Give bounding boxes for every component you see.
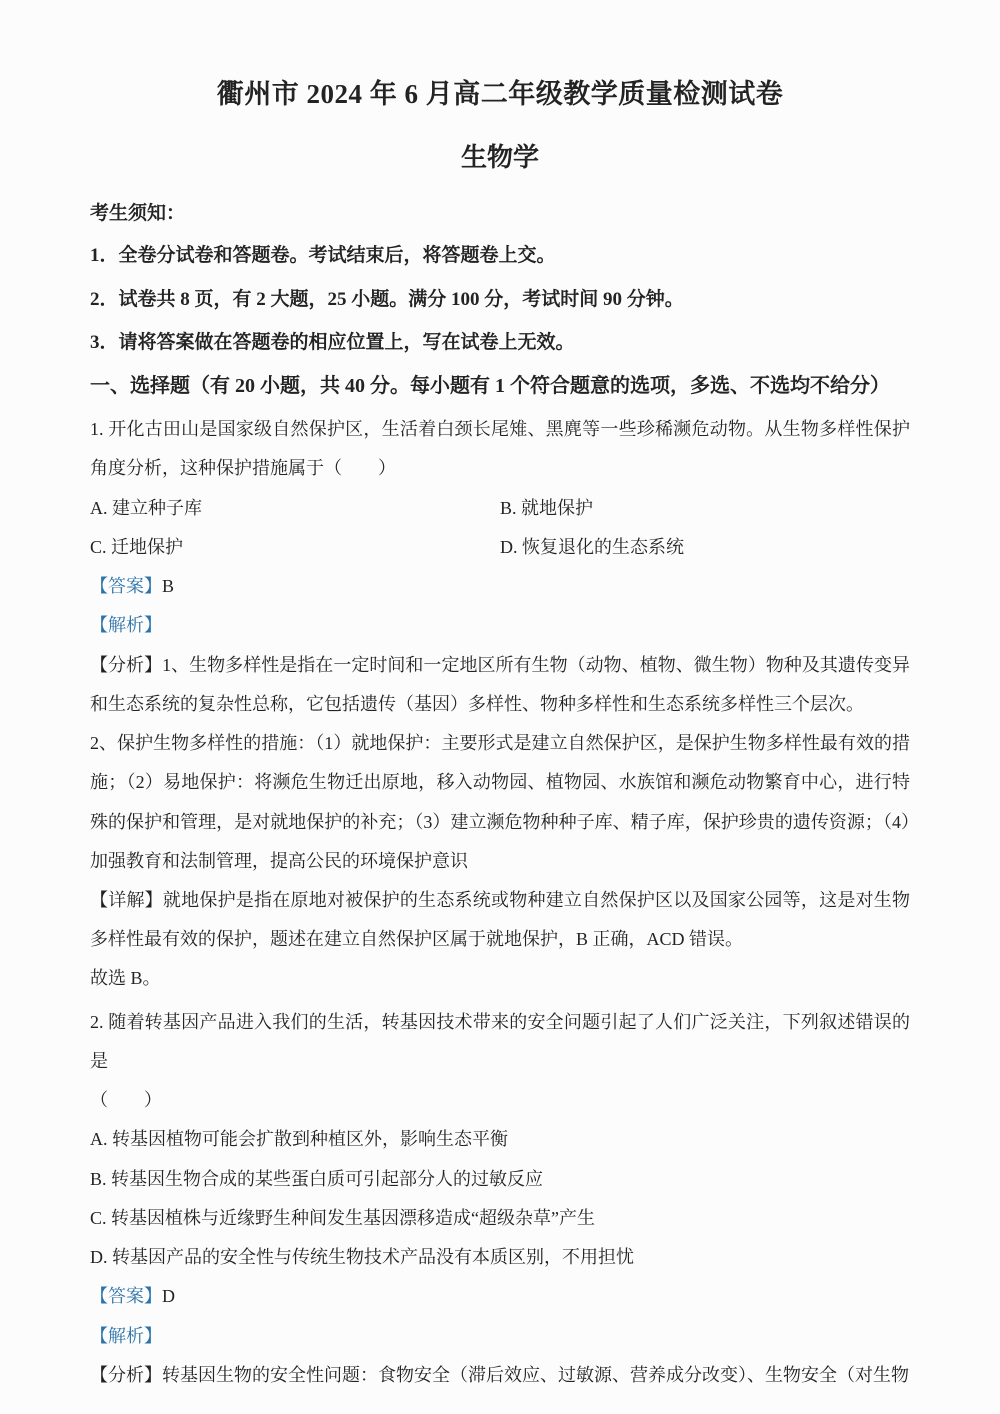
answer-label: 【答案】 (90, 576, 162, 597)
paper-title: 衢州市 2024 年 6 月高二年级教学质量检测试卷 (216, 79, 784, 109)
question-2-option-a: A. 转基因植物可能会扩散到种植区外，影响生态平衡 (90, 1129, 508, 1150)
paper-subject: 生物学 (460, 143, 539, 172)
notice-item-3: 3．请将答案做在答题卷的相应位置上，写在试卷上无效。 (90, 331, 575, 353)
question-1-analysis-text-1: 1、生物多样性是指在一定时间和一定地区所有生物（动物、植物、微生物）物种及其遗传变异和生态系统的复杂性总称，它包括遗传（基因）多样性、物种多样性和生态系统多样性三个层次。 (90, 654, 911, 714)
question-2-option-d: D. 转基因产品的安全性与传统生物技术产品没有本质区别，不用担忧 (90, 1247, 634, 1268)
question-2-options (90, 1120, 910, 1277)
question-1-stem: 1. 开化古田山是国家级自然保护区，生活着白颈长尾雉、黑麂等一些珍稀濒危动物。从生物多样性保护角度分析，这种保护措施属于（ ） (90, 419, 910, 479)
question-2-analysis-text-1: 转基因生物的安全性问题：食物安全（滞后效应、过敏源、营养成分改变）、生物安全（对生物 (162, 1364, 909, 1385)
question-2-option-b: B. 转基因生物合成的某些蛋白质可引起部分人的过敏反应 (90, 1168, 544, 1189)
notice-heading: 考生须知： (90, 203, 186, 224)
question-1-answer: B (162, 576, 175, 597)
question-2-explain-line (90, 1317, 910, 1356)
question-1-detail-text: 就地保护是指在原地对被保护的生态系统或物种建立自然保护区以及国家公园等，这是对生物多样性最有效的保护，题述在建立自然保护区属于就地保护，B 正确，ACD 错误。 (90, 890, 911, 950)
detail-label: 【详解】 (90, 890, 163, 910)
question-2-stem-bracket: （ ） (90, 1090, 162, 1111)
question-1-detail (90, 881, 910, 959)
question-2 (90, 1003, 910, 1395)
question-1-analysis-1 (90, 646, 910, 724)
question-1-analysis-2: 2、保护生物多样性的措施：（1）就地保护：主要形式是建立自然保护区，是保护生物多样性最有效的措施；（2）易地保护：将濒危生物迁出原地，移入动物园、植物园、水族馆和濒危动物繁育中心，进行特殊的保护和管理，是对就地保护的补充；（3）建立濒危物种种子库、精子库，保护珍贵的遗传资源；（4）加强教育和法制管理，提高公民的环境保护意识 (90, 733, 910, 871)
candidate-notice (90, 198, 910, 359)
question-1-options (90, 489, 910, 567)
question-2-answer-line (90, 1277, 910, 1316)
question-2-option-c: C. 转基因植株与近缘野生种间发生基因漂移造成“超级杂草”产生 (90, 1207, 595, 1228)
question-1-option-a: A. 建立种子库 (90, 497, 202, 518)
answer-label: 【答案】 (90, 1286, 162, 1307)
explain-label: 【解析】 (90, 615, 162, 636)
notice-item-2: 2．试卷共 8 页，有 2 大题，25 小题。满分 100 分，考试时间 90 分钟。 (90, 288, 684, 310)
question-2-analysis-1 (90, 1356, 910, 1395)
analysis-label: 【分析】 (90, 1364, 162, 1385)
analysis-label: 【分析】 (90, 654, 163, 675)
question-2-answer: D (162, 1286, 175, 1307)
question-1-conclusion: 故选 B。 (90, 968, 161, 989)
notice-item-1: 1．全卷分试卷和答题卷。考试结束后，将答题卷上交。 (90, 245, 556, 267)
question-1-option-d: D. 恢复退化的生态系统 (500, 536, 684, 557)
question-1 (90, 410, 910, 999)
question-1-explain-line (90, 606, 910, 645)
section-heading: 一、选择题（有 20 小题，共 40 分。每小题有 1 个符合题意的选项，多选、不选均不给分） (90, 375, 890, 398)
explain-label: 【解析】 (90, 1325, 162, 1346)
question-1-answer-line (90, 567, 910, 606)
question-1-option-b: B. 就地保护 (500, 497, 594, 518)
question-1-option-c: C. 迁地保护 (90, 536, 184, 557)
question-2-stem: 2. 随着转基因产品进入我们的生活，转基因技术带来的安全问题引起了人们广泛关注，下列叙述错误的是 (90, 1011, 910, 1071)
